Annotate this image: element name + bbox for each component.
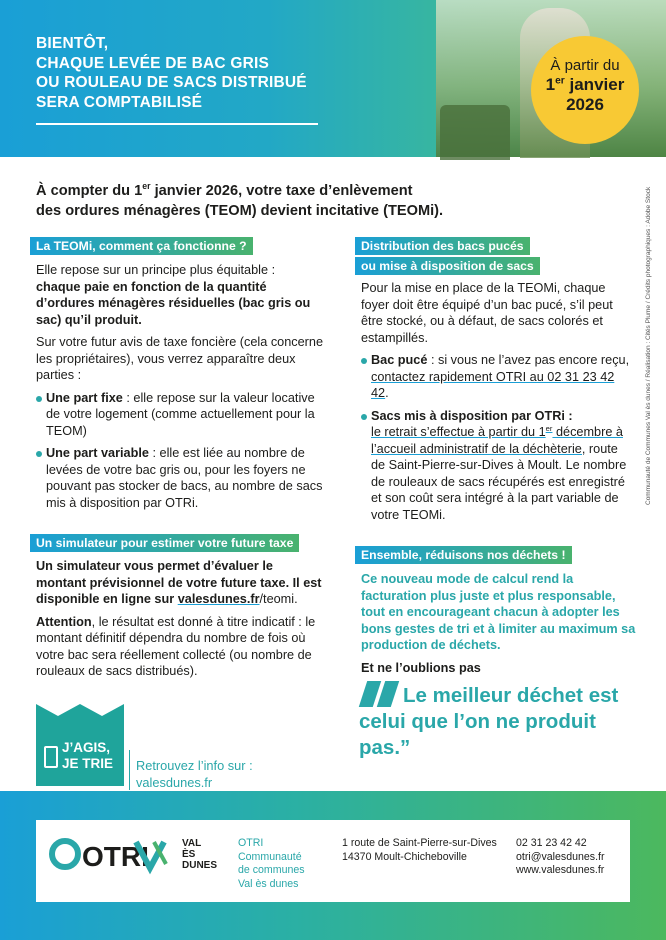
paragraph: Sur votre futur avis de taxe foncière (cela concerne les propriétaires), vous verrez apparaître deux parties : [36,335,324,382]
divider [129,750,130,790]
intro-text: À compter du 1er janvier 2026, votre taxe d’enlèvement des ordures ménagères (TEOM) devient incitative (TEOMi). [36,181,444,219]
photo-credit: Communauté de Communes Val ès dunes / Réalisation : Cités Plume / Crédits photographiques : Adobe Stock [645,186,652,505]
section-tag-distribution-2: ou mise à disposition de sacs [355,257,540,275]
bin-illustration [440,105,510,160]
footer-address: 1 route de Saint-Pierre-sur-Dives 14370 Moult-Chicheboville [342,837,497,863]
paragraph: Et ne l’oublions pas [361,660,481,675]
date-badge: À partir du 1er janvier 2026 [531,36,639,144]
section-tag-simulateur: Un simulateur pour estimer votre future taxe [30,534,299,552]
right-column-2 [361,571,636,682]
phone-link[interactable]: 02 31 23 42 42 [516,837,587,849]
footer-card [36,820,630,902]
header-title: BIENTÔT, CHAQUE LEVÉE DE BAC GRIS OU ROULEAU DE SACS DISTRIBUÉ SERA COMPTABILISÉ [36,35,307,111]
vales-dunes-logo-text: VAL ÈS DUNES [182,838,218,871]
paragraph: Pour la mise en place de la TEOMi, chaque foyer doit être équipé d’un bac pucé, s’il peut être stocké, ou à défaut, de sacs colorés et estampillés. [361,281,613,345]
left-column-2 [36,558,326,686]
section-tag-ensemble: Ensemble, réduisons nos déchets ! [355,546,572,564]
retrouvez-info: Retrouvez l’info sur : valesdunes.fr [136,758,253,790]
bullet-part-fixe: Une part fixe : elle repose sur la valeur locative de votre logement (comme actuellement pour la TEOM) [36,390,326,440]
right-column-1 [361,280,631,529]
crown-icon [36,704,124,720]
otri-logo-icon [48,836,149,872]
simulator-link[interactable]: valesdunes.fr [177,592,260,606]
contact-otri-link[interactable]: contactez rapidement OTRI au 02 31 23 42 42 [371,369,615,400]
footer-org: OTRI Communauté de communes Val ès dunes [238,837,305,890]
email-link[interactable]: otri@valesdunes.fr [516,850,605,863]
header-banner [0,0,666,157]
bullet-bac-puce: Bac pucé : si vous ne l’avez pas encore reçu, contactez rapidement OTRI au 02 31 23 42 42. [361,352,631,402]
left-column-1 [36,262,326,517]
paragraph: Attention, le résultat est donné à titre indicatif : le montant définitif dépendra du nombre de fois où votre bac sera réellement collecté (ou nombre de rouleaux de sacs distribués). [36,614,316,678]
bullet-part-variable: Une part variable : elle est liée au nombre de levées de votre bac gris ou, pour les foyers ne pouvant pas stocker de bacs, au nombre de sacs mis à disposition par OTRi. [36,445,326,511]
vales-dunes-logo-icon [134,834,182,874]
svg-text:OTRI: OTRI [82,841,149,872]
bullet-sacs: Sacs mis à disposition par OTRi : le retrait s’effectue à partir du 1er décembre à l’accueil administratif de la déchèterie, route de Saint-Pierre-sur-Dives à Moult. Le nombre de rouleaux de sacs récupérés est enregistré et son coût sera intégré à la part variable de votre TEOMi. [361,408,631,524]
section-tag-distribution-1: Distribution des bacs pucés [355,237,530,255]
website-link[interactable]: valesdunes.fr [136,775,213,790]
quote-text: Le meilleur déchet est celui que l’on ne produit pas.” [359,684,619,759]
paragraph: Ce nouveau mode de calcul rend la facturation plus juste et plus responsable, tout en encourageant chacun à adopter les bons gestes de tri et à limiter au maximum sa production de déchets. [361,572,636,652]
trash-can-icon [44,746,58,768]
jagis-jetrie-badge: J’AGIS, JE TRIE [36,718,124,786]
paragraph: Un simulateur vous permet d’évaluer le montant prévisionnel de votre future taxe. Il est disponible en ligne sur valesdunes.fr/teomi. [36,559,322,606]
footer-contact [516,837,604,878]
website-link[interactable]: www.valesdunes.fr [516,864,605,876]
paragraph: Elle repose sur un principe plus équitable : chaque paie en fonction de la quantité d’ordures ménagères résiduelles (bac gris ou sac) qu’il produit. [36,263,311,327]
section-tag-teomi: La TEOMi, comment ça fonctionne ? [30,237,253,255]
header-divider [36,123,318,125]
